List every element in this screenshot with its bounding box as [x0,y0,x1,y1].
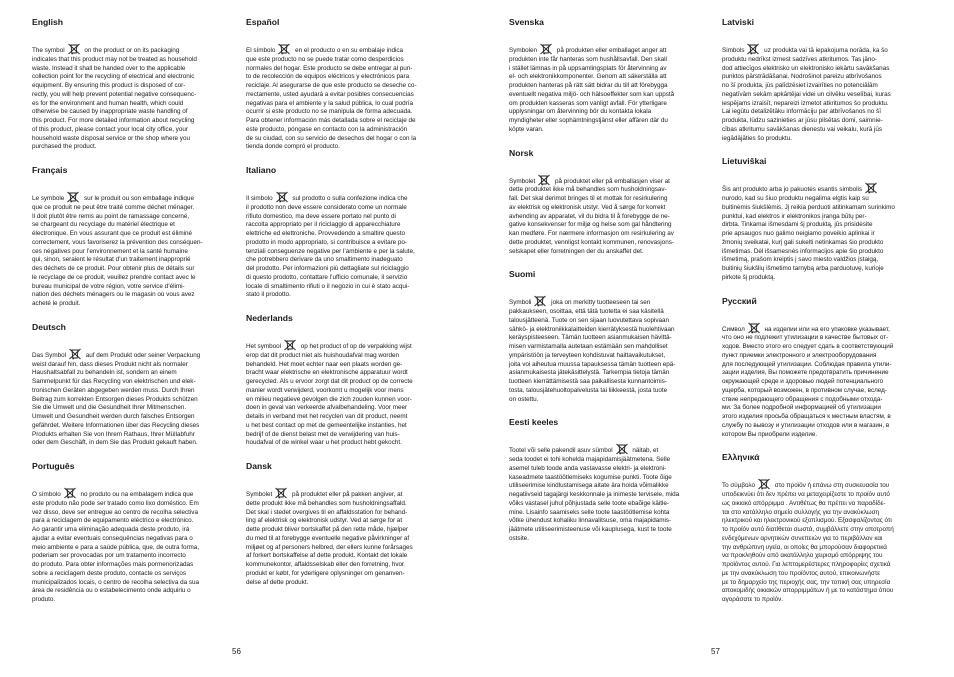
section-heading: Lietuviškai [722,156,767,167]
weee-bin-icon [274,487,288,499]
weee-bin-icon [539,43,553,55]
section-body: O símbolo no produto ou na embalagem indica que este produto não pode ser tratado como lixo doméstico. Em vez disso, deve ser entregue ao centro de recolha selectiva para a reciclagem de equipamento eléctrico e electrónico. Ao garantir uma eliminação adequada deste produto, irá ajudar a evitar eventuais consequências negativas para o meio ambiente e para a saúde pública, que, de outra forma, poderiam ser provocadas por um tratamento incorrecto do produto. Para obter informações mais pormenorizadas sobre a reciclagem deste produto, contacte os serviços municipalizados locais, o centro de recolha selectiva da sua área de residência ou o estabelecimento onde adquiriu o produto. [32,487,242,605]
section-heading: Français [32,165,68,175]
section-italiano [246,165,456,300]
section-body: El símbolo en el producto o en su embalaje indica que este producto no se puede tratar como desperdicios normales del hogar. Este producto se debe entregar al pun- to de recolección de equipos eléctricos y electrónicos para reciclaje. Al asegurarse de que este producto se deseche co- rrectamente, usted ayudará a evitar posibles consecuencias negativas para el ambiente y la salud pública, lo cual podría ocurrir si este producto no se manipula de forma adecuada. Para obtener información más detallada sobre el reciclaje de este producto, póngase en contacto con la administración de su ciudad, con su servicio de desechos del hogar o con la tienda donde compró el producto. [246,43,456,152]
weee-bin-icon [747,322,761,334]
section-body: Symbolen på produkten eller emballaget anger att produkten inte får hanteras som hushållsavfall. Den skall i stället lämnas in på uppsamlingsplats för återvinning av el- och elektronikkomponenter. Genom att säkerställa att produkten hanteras på rätt sätt bidrar du till att förebygga eventuellt negativa miljö- och hälsoeffekter som kan uppstå om produkten kasseras som vanligt avfall. För ytterligare upplysningar om återvinning bör du kontakta lokala myndigheter eller sophämtningstjänst eller affären där du köpte varan. [509,43,719,135]
section-heading: Svenska [509,17,544,27]
section-nederlands [246,313,456,448]
column-1 [32,17,242,618]
weee-bin-icon [66,191,80,203]
section-svenska [509,17,719,135]
section-body: The symbol on the product or on its packaging indicates that this product may not be treated as household waste. Instead it shall be handed over to the applicable collection point for the recycling of electrical and electronic equipment. By ensuring this product is disposed of cor- rectly, you will help prevent potential negative consequenc- es for the environment and human health, which could otherwise be caused by inappropriate waste handling of this product. For more detailed information about recycling of this product, please contact your local city office, your household waste disposal service or the shop where you purchased the product. [32,43,242,152]
weee-bin-icon [537,174,551,186]
section-heading: Italiano [246,165,277,175]
weee-bin-icon [757,478,771,490]
section-body: Символ на изделии или на его упаковке указывает, что оно не подлежит утилизации в качестве бытовых от- ходов. Вместо этого его следует сдать в соответствующий пункт приемки электронного и электрооборудования для последующей утилизации. Соблюдая правила утили- зации изделия, Вы поможете предотвратить причинение окружающей среде и здоровью людей потенциального ущерба, который возможен, в противном случае, вслед- ствие непредающего обращения с подобными отхода- ми. За более подробной информацией об утилизации этого изделия просьба обращаться к местным властям, в службу по вывозу и утилизации отходов или в магазин, в котором Вы приобрели изделие. [722,322,932,440]
section-heading: Latviski [722,17,755,27]
section-latviski [722,17,932,143]
section-body: Symbolet på produktet eller på emballasjen viser at dette produktet ikke må behandles som husholdningsav- fall. Det skal derimot bringes til et mottak for resirkulering av elektrisk og elektronisk utstyr. Ved å sørge for korrekt avhending av apparatet, vil du bidra til å forebygge de ne- gative konsekvenser for miljø og helse som gal håndtering kan medføre. For nærmere informasjon om resirkulering av dette produktet, vennligst kontakt kommunen, renovasjons- selskapet eller forretningen der du anskaffet det. [509,174,719,257]
section-body: Simbols uz produkta vai tā iepakojuma norāda, ka šo produktu nedrīkst izmest sadzīves atkritumos. Tas jāno- dod attiecīgos elektrisko un elektronisko iekārtu savākšanas punktos pārstrādāšanai. Nodrošinot pareizu atbrīvošanos no šī produkta, jūs palīdzēsiet izvairīties no potenciālām negatīvām sekām apkārtējai videi un cilvēku veselībai, kuras iespējams izraisīt, nepareizi izmetot atkritumos šo produktu. Lai iegūtu detalizētāku informāciju par atbrīvošanos no šī produkta, lūdzu sazinieties ar jūsu pilsētas domi, saimnie- cības atkritumu savākšanas dienestu vai veikalu, kurā jūs iegādājāties šo produktu. [722,43,932,143]
section-heading: Deutsch [32,321,66,332]
section-dansk [246,461,456,587]
section-body: Le symbole sur le produit ou son emballage indique que ce produit ne peut être traité comme déchet ménager. Il doit plutôt être remis au point de ramassage concerné, se chargeant du recyclage du matériel électrique et électronique. En vous assurant que ce produit est éliminé correctement, vous favoriserez la prévention des conséquen- ces négatives pour l’environnement et la santé humaine qui, sinon, seraient le résultat d’un traitement inapproprié des déchets de ce produit. Pour obtenir plus de détails sur le recyclage de ce produit, veuillez prendre contact avec le bureau municipal de votre région, votre service d’élimi- nation des déchets ménagers ou le magasin où vous avez acheté le produit. [32,191,242,309]
section-heading: Русский [722,295,757,306]
section-espanol [246,17,456,152]
section-body: Symbolet på produktet eller på pakken angiver, at dette produkt ikke må behandles som husholdningsaffald. Det skal i stedet overgives til en affaldsstation for behand- ling af elektrisk og elektronisk udstyr. Ved at sørge for at dette produkt bliver bortskaffet på den rette måde, hjælper du med til at forebygge eventuelle negative påvirkninger af miljøet og af personers helbred, der ellers kunne forårsages af forkert bortskaffelse af dette produkt. Kontakt det lokale kommunekontor, affaldsselskab eller den forretning, hvor produkt er købt, for yderligere oplysninger om genanven- delse af dette produkt. [246,487,456,587]
section-norsk [509,148,719,257]
section-body: Tootel või selle pakendil asuv sümbol näitab, et seda toodet ei tohi kohelda majapidamisjäätmetena. Selle asemel tuleb toode anda vastavasse elektri- ja elektroni- kaseadmete taastöötlemiseks kogumise punkti. Toote õige utiliseerimise kindlustamisega aitate ära hoida võimalikke negatiivseid tagajärgi keskkonnale ja inimeste tervisele, mida võiks vastasel juhul põhjustada selle toote ebaõige käitle- mine. Lisainfo saamiseks selle toote taastöötlemise kohta võtke ühendust kohaliku linnavalitsuse, oma majapidamis- jäätmete utiliseerimisteenuse või kauplusega, kust te toote ostsite. [509,443,719,543]
weee-bin-icon [615,443,629,455]
page-number-left: 56 [232,647,241,656]
weee-bin-icon [533,295,547,307]
column-3 [509,17,719,557]
weee-bin-icon [864,182,878,194]
section-heading: Dansk [246,461,272,471]
section-suomi [509,269,719,404]
section-deutsch [32,322,242,448]
section-lietuviskai [722,156,932,282]
section-heading: English [32,17,64,27]
weee-bin-icon [746,43,760,55]
section-body: Das Symbol auf dem Produkt oder seiner Verpackung weist darauf hin, dass dieses Produkt nicht als normaler Haushaltsabfall zu behandeln ist, sondern an einem Sammelpunkt für das Recycling von elektrischen und elek- tronischen Geräten abgegeben werden muss. Durch Ihren Beitrag zum korrekten Entsorgen dieses Produkts schützen Sie die Umwelt und die Gesundheit Ihrer Mitmenschen. Umwelt und Gesundheit werden durch falsches Entsorgen gefährdet. Weitere Informationen über das Recycling dieses Produkts erhalten Sie von Ihrem Rathaus, Ihrer Müllabfuhr oder dem Geschäft, in dem Sie das Produkt gekauft haben. [32,348,242,448]
section-body: Symboli joka on merkitty tuotteeseen tai sen pakkaukseen, osoittaa, että tätä tuotetta ei saa käsitellä talousjätteenä. Tuote on sen sijaan luovutettava sopivaan sähkö- ja elektroniikkalaitteiden kierrätyksestä huolehtivaan keräyspisteeseen. Tämän tuotteen asianmukaisen hävittä- misen varmistamalla autetaan estämään sen mahdolliset ympäristöön ja terveyteen kohdistuvat haittavaikutukset, joita voi aiheutua muussa tapauksessa tämän tuotteen epä- asianmukaisesta jätekäsittelystä. Tarkempia tietoja tämän tuotteen kierrättämisestä saa paikallisesta kunnantoimis- tosta, talousjätehuoltopalvelusta tai liikkeestä, josta tuote on ostettu. [509,295,719,404]
section-english [32,17,242,152]
section-body: Šis ant produkto arba jo pakuotės esantis simbolis nurodo, kad su šiuo produktu negalima elgtis kaip su buitinėmis šiukšlėmis. Jį reikia perduoti atitinkamam surinkimo punktui, kad elektros ir elektronikos įranga būtų per- dirbta. Tinkamai išmesdami šį produktą, jūs prisidėsite prie apsaugos nuo galimo neigiamo poveikio aplinkai ir žmonių sveikatai, kurį gali sukelti netinkamas šio produkto išmetimas. Dėl išsamesnės informacijos apie šio produkto išmetimą, prašom kreiptis į savo miesto valdžios įstaigą, buitinių šiukšlių išmetimo tarnybą arba parduotuvę, kurioje pirkote šį produktą. [722,182,932,282]
weee-bin-icon [68,348,82,360]
section-portugues [32,461,242,605]
weee-bin-icon [67,43,81,55]
section-heading: Ελληνικά [722,452,760,463]
weee-bin-icon [277,43,291,55]
page-number-right: 57 [711,647,720,656]
weee-bin-icon [63,487,77,499]
section-body: Het symbool op het product of op de verpakking wijst erop dat dit product niet als huishoudafval mag worden behandeld. Het moet echter naar een plaats worden ge- bracht waar elektrische en elektronische apparatuur wordt gerecycled. Als u ervoor zorgt dat dit product op de correcte manier wordt verwijderd, voorkomt u mogelijk voor mens en milieu negatieve gevolgen die zich zouden kunnen voor- doen in geval van verkeerde afvalbehandeling. Voor meer details in verband met het recyclen van dit product, neemt u het best contact op met de gemeentelijke instanties, het bedrijf of de dienst belast met de verwijdering van huis- houdafval of de winkel waar u het product hebt gekocht. [246,339,456,448]
weee-bin-icon [275,191,289,203]
section-eesti [509,417,719,543]
section-heading: Español [246,17,280,27]
section-heading: Português [32,461,75,471]
section-heading: Nederlands [246,313,293,323]
weee-bin-icon [283,339,297,351]
section-heading: Norsk [509,147,534,158]
section-ellinika [722,452,932,605]
section-francais [32,165,242,309]
column-2 [246,17,456,600]
section-body: Το σύμβολο στο προϊόν ή επάνω στη συσκευασία του υποδεικνύει ότι δεν πρέπει να μεταχειρίζεστε το προϊόν αυτό ως οικιακό απόρριμμα . Αντιθέτως θα πρέπει να παραδίδε- ται στο κατάλληλο σημείο συλλογής για την ανακύκλωση ηλεκτρικού και ηλεκτρονικού εξοπλισμού. Εξασφαλίζοντας ότι το προϊόν αυτό διατίθεται σωστά, συμβάλλετε στην αποτροπή ενδεχόμενων αρνητικών συνεπειών για το περιβάλλον και την ανθρώπινη υγεία, οι οποίες θα μπορούσαν διαφορετικά να προκληθούν από ακατάλληλο χειρισμό απόρριψης του προϊόντος αυτού. Για λεπτομερέστερες πληροφορίες σχετικά με την ανακύκλωση του προϊόντος αυτού, επικοινωνήστε με το δημαρχείο της περιοχής σας, την τοπική σας υπηρεσία αποκομιδής οικιακών απορριμμάτων ή με το κατάστημα όπου αγοράσατε το προϊόν. [722,478,932,605]
section-russkiy [722,296,932,440]
section-heading: Eesti keeles [509,417,559,428]
section-heading: Suomi [509,269,536,280]
section-body: Il simbolo sul prodotto o sulla confezione indica che il prodotto non deve essere considerato come un normale rifiuto domestico, ma deve essere portato nel punto di raccolta appropriato per il riciclaggio di apparecchiature elettriche ed elettroniche. Provvedendo a smaltire questo prodotto in modo appropriato, si contribuisce a evitare po- tenziali conseguenze negative per l’ambiente e per la salute, che potrebbero derivare da uno smaltimento inadeguato del prodotto. Per informazioni più dettagliate sul riciclaggio di questo prodotto, contattare l’ufficio comunale, il servizio locale di smaltimento rifiuti o il negozio in cui è stato acqui- stato il prodotto. [246,191,456,300]
column-4 [722,17,932,618]
